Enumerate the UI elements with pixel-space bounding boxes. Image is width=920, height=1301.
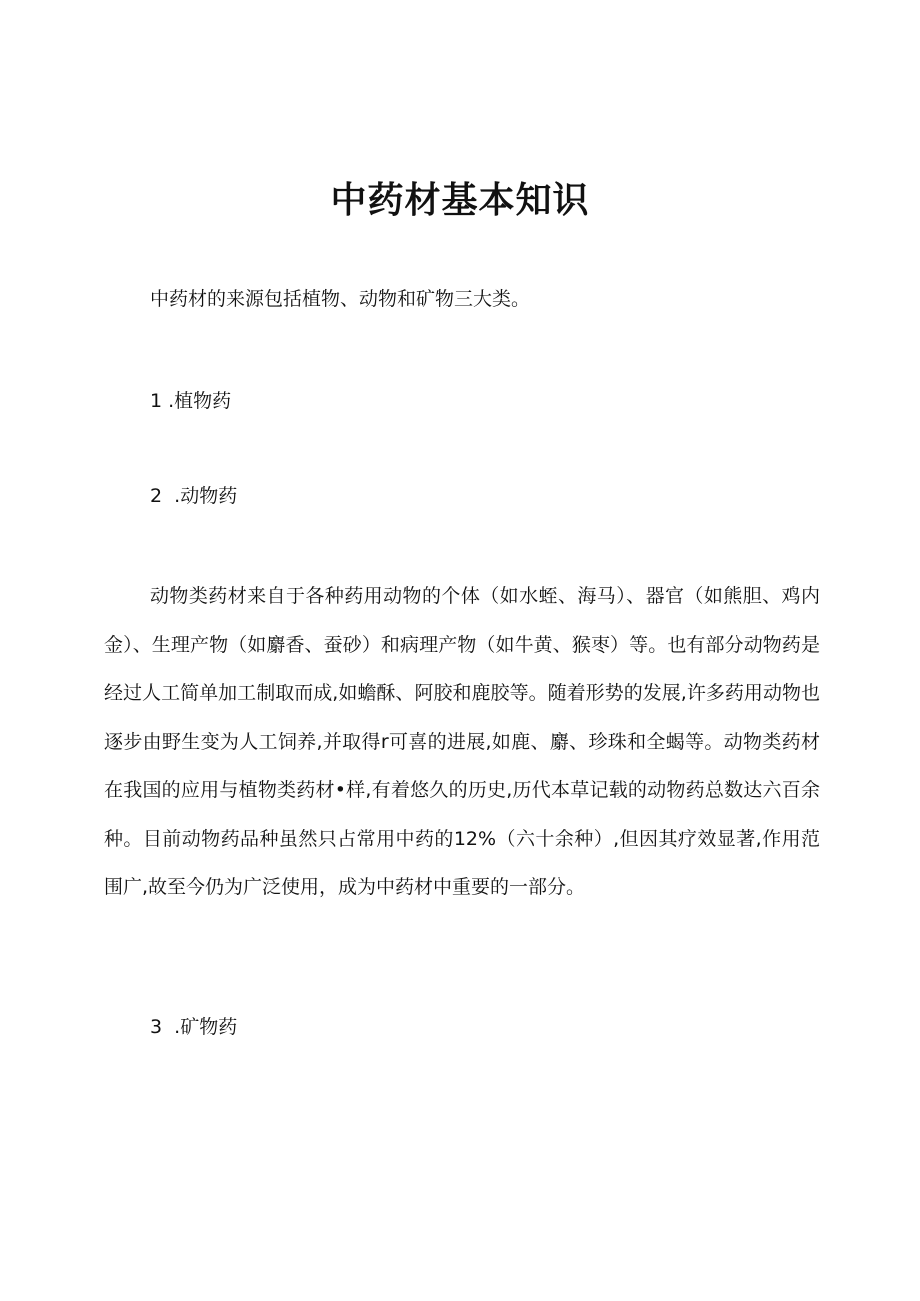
animal-medicine-paragraph: 动物类药材来自于各种药用动物的个体（如水蛭、海马）、器官（如熊胆、鸡内金）、生理产物（如麝香、蚕砂）和病理产物（如牛黄、猴枣）等。也有部分动物药是经过人工简单加工制取而成,如蟾酥、阿胶和鹿胶等。随着形势的发展,许多药用动物也逐步由野生变为人工饲养,并取得r可喜的进展,如鹿、麝、珍珠和全蝎等。动物类药材在我国的应用与植物类药材•样,有着悠久的历史,历代本草记载的动物药总数达六百余种。目前动物药品种虽然只占常用中药的12%（六十余种）,但因其疗效显著,作用范围广,故至今仍为广泛使用，成为中药材中重要的一部分。 — [104, 585, 820, 898]
section-heading-animal: 2 .动物药 — [150, 485, 238, 507]
section-heading-plant: 1 .植物药 — [150, 390, 232, 412]
section-heading-mineral: 3 .矿物药 — [150, 1016, 238, 1038]
page-title: 中药材基本知识 — [330, 180, 590, 221]
intro-paragraph: 中药材的来源包括植物、动物和矿物三大类。 — [150, 288, 531, 310]
